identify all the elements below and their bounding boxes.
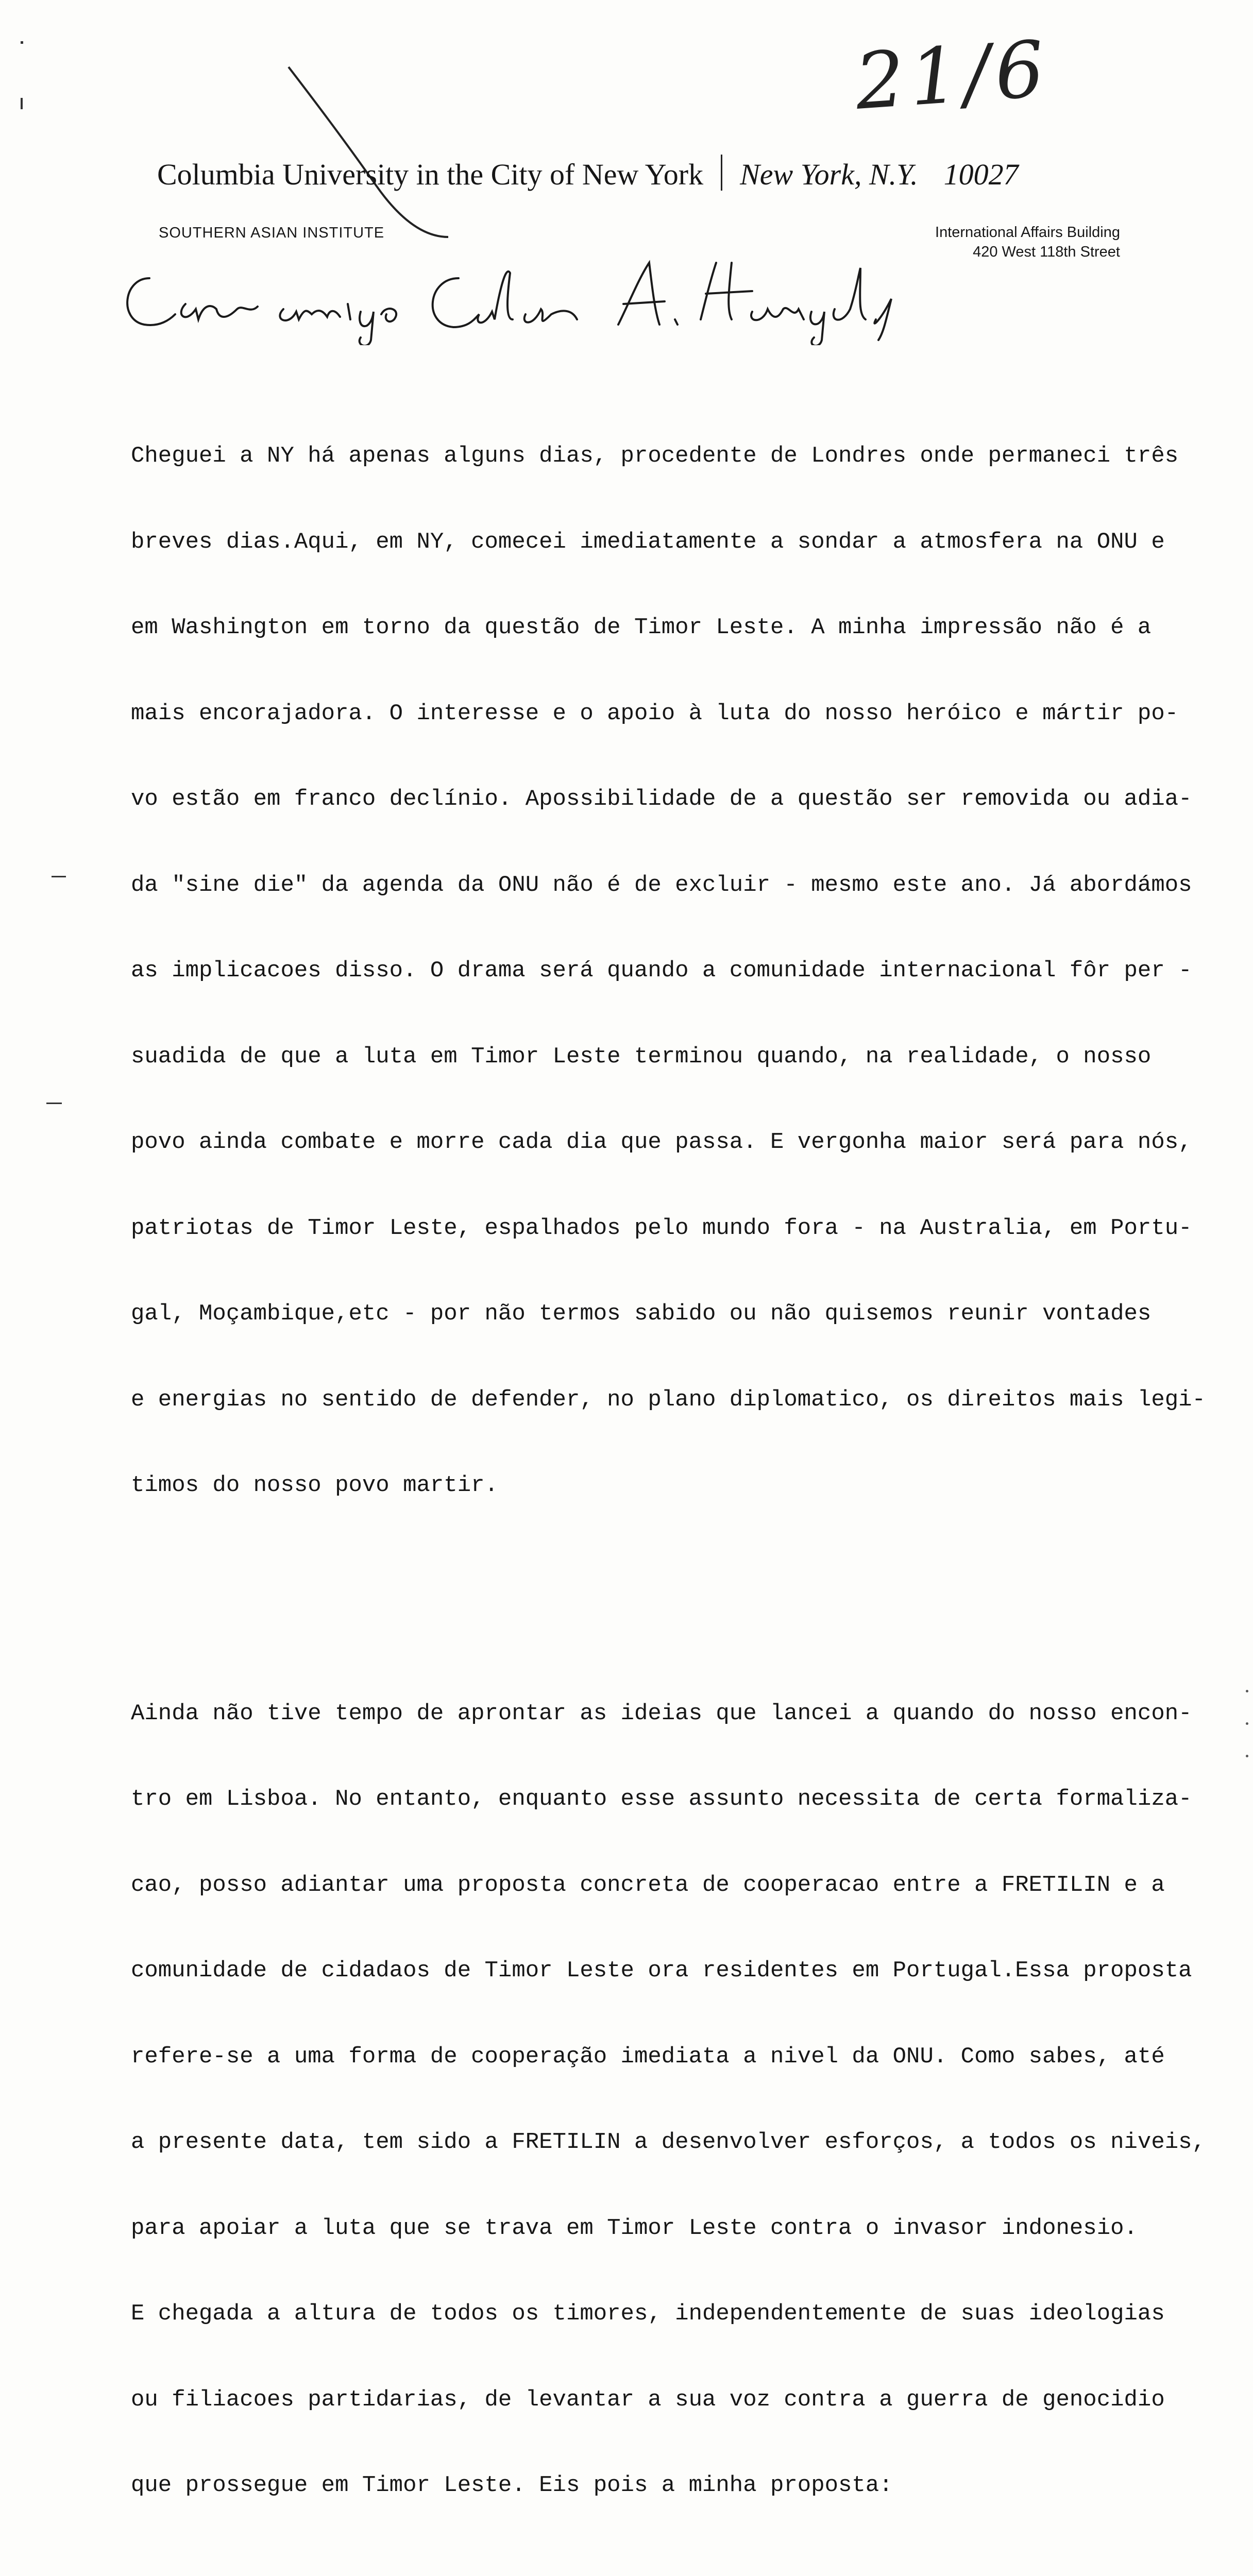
text-line: suadida de que a luta em Timor Leste terminou quando, na realidade, o nosso [131, 1043, 1152, 1070]
text-line: comunidade de cidadaos de Timor Leste ora residentes em Portugal.Essa proposta [131, 1958, 1192, 1984]
text-line: da "sine die" da agenda da ONU não é de excluir - mesmo este ano. Já abordámos [131, 872, 1192, 898]
margin-dots [1246, 1690, 1249, 1787]
text-line: as implicacoes disso. O drama será quando a comunidade internacional fôr per - [131, 958, 1192, 984]
department-name: SOUTHERN ASIAN INSTITUTE [159, 225, 385, 241]
address-line-1: International Affairs Building [935, 224, 1120, 241]
text-line: tro em Lisboa. No entanto, enquanto esse assunto necessita de certa formaliza- [131, 1786, 1192, 1812]
letter-body [131, 328, 1223, 2576]
paragraph-2 [131, 1642, 1223, 2557]
text-line: patriotas de Timor Leste, espalhados pelo mundo fora - na Australia, em Portu- [131, 1215, 1192, 1241]
letterhead-zip: 10027 [943, 158, 1019, 191]
margin-mark [52, 876, 66, 877]
institution-name: Columbia University in the City of New York [157, 158, 704, 191]
text-line: ou filiacoes partidarias, de levantar a sua voz contra a guerra de genocidio [131, 2386, 1165, 2413]
text-line: breves dias.Aqui, em NY, comecei imediatamente a sondar a atmosfera na ONU e [131, 529, 1165, 555]
margin-mark [21, 41, 23, 44]
text-line: Ainda não tive tempo de aprontar as ideias que lancei a quando do nosso encon- [131, 1700, 1192, 1726]
text-line: E chegada a altura de todos os timores, independentemente de suas ideologias [131, 2301, 1165, 2327]
letterhead-title [157, 155, 1126, 192]
letterhead-address [935, 223, 1120, 262]
text-line: timos do nosso povo martir. [131, 1472, 498, 1498]
text-line: refere-se a uma forma de cooperação imediata a nivel da ONU. Como sabes, até [131, 2043, 1165, 2070]
margin-mark [46, 1103, 62, 1104]
address-line-2: 420 West 118th Street [973, 244, 1120, 260]
text-line: mais encorajadora. O interesse e o apoio à luta do nosso heróico e mártir po- [131, 700, 1179, 726]
text-line: a presente data, tem sido a FRETILIN a desenvolver esforços, a todos os niveis, [131, 2129, 1206, 2155]
text-line: para apoiar a luta que se trava em Timor Leste contra o invasor indonesio. [131, 2215, 1138, 2241]
letterhead-divider [721, 155, 722, 191]
text-line: vo estão em franco declínio. Apossibilidade de a questão ser removida ou adia- [131, 786, 1192, 812]
handwritten-page-number: 21/6 [852, 24, 1053, 127]
text-line: que prossegue em Timor Leste. Eis pois a minha proposta: [131, 2472, 893, 2498]
paragraph-1 [131, 385, 1223, 1557]
margin-mark [21, 98, 23, 109]
letterhead-city: New York, N.Y. [740, 158, 918, 191]
text-line: em Washington em torno da questão de Timor Leste. A minha impressão não é a [131, 615, 1152, 640]
text-line: povo ainda combate e morre cada dia que passa. E vergonha maior será para nós, [131, 1129, 1192, 1155]
text-line: Cheguei a NY há apenas alguns dias, procedente de Londres onde permaneci três [131, 443, 1179, 469]
text-line: gal, Moçambique,etc - por não termos sabido ou não quisemos reunir vontades [131, 1301, 1152, 1327]
pen-stroke-mark [278, 57, 453, 242]
text-line: e energias no sentido de defender, no plano diplomatico, os direitos mais legi- [131, 1386, 1206, 1413]
text-line: cao, posso adiantar uma proposta concreta de cooperacao entre a FRETILIN e a [131, 1872, 1165, 1898]
